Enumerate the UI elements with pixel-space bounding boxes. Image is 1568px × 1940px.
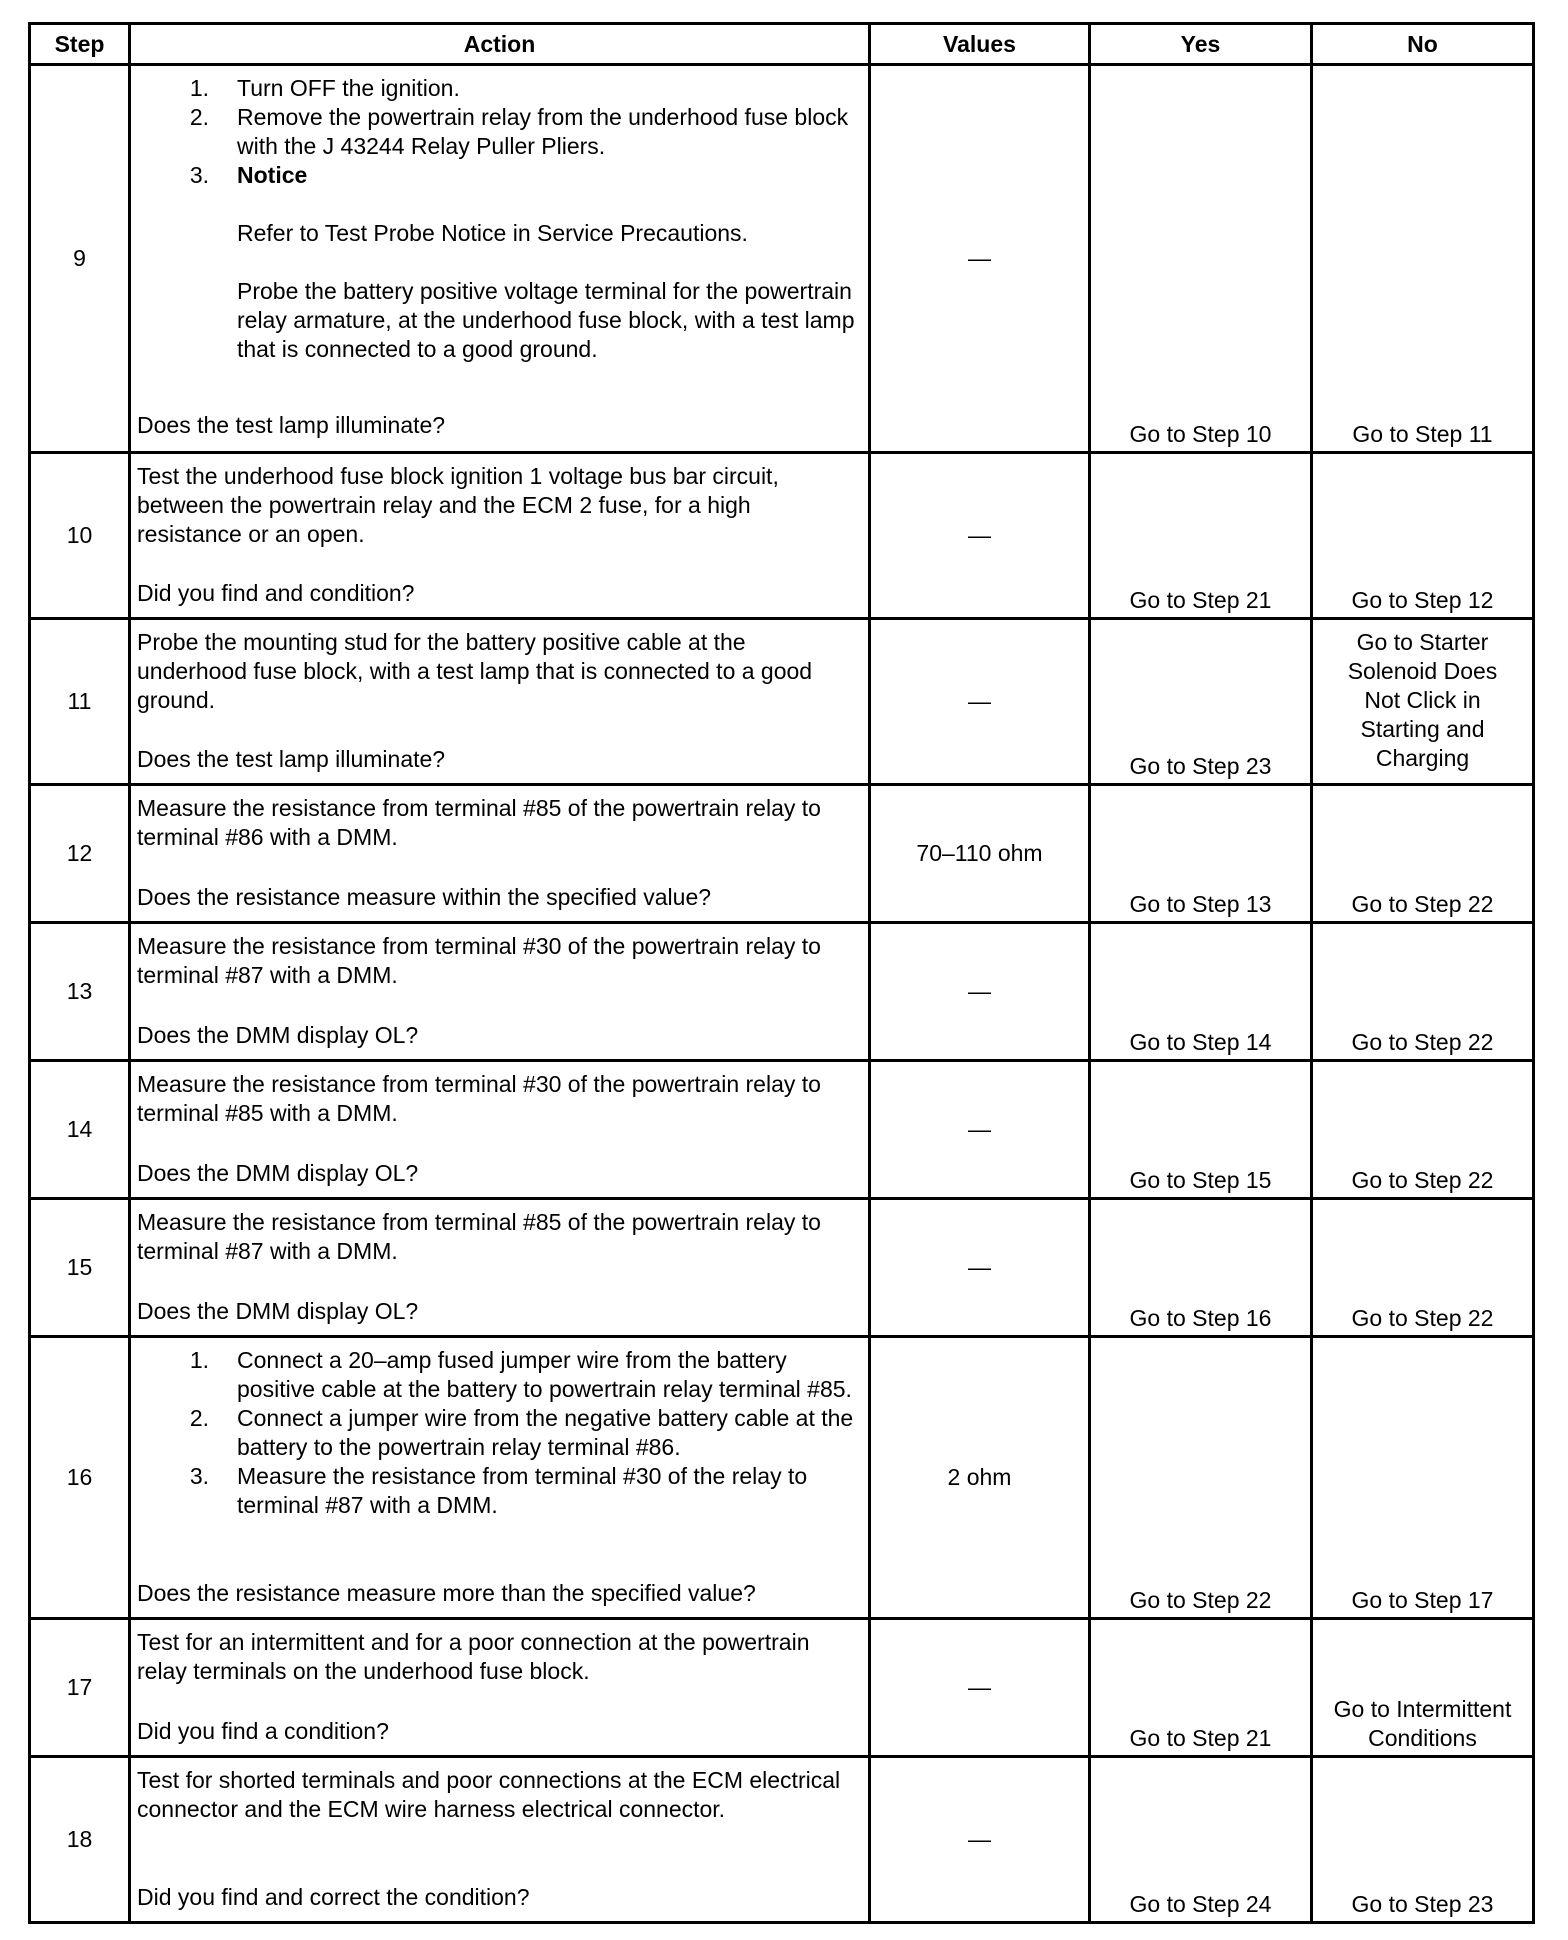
step-number: 15 [30,1199,130,1337]
value-cell: — [870,923,1090,1061]
action-cell [130,1061,870,1199]
yes-cell: Go to Step 22 [1090,1337,1312,1619]
header-step: Step [30,24,130,65]
table-row [30,65,1534,453]
yes-cell: Go to Step 21 [1090,453,1312,619]
no-cell: Go to Step 22 [1312,1061,1534,1199]
table-row [30,453,1534,619]
action-body [137,1346,858,1520]
step-number: 14 [30,1061,130,1199]
list-item: 1. Turn OFF the ignition. [137,74,858,103]
list-item: 1. Connect a 20–amp fused jumper wire from the battery positive cable at the battery to powertrain relay terminal #85. [137,1346,858,1404]
action-question: Does the test lamp illuminate? [137,746,446,772]
action-text: Measure the resistance from terminal #85 of the powertrain relay to terminal #86 with a DMM. [137,795,821,850]
action-cell [130,1619,870,1757]
yes-cell: Go to Step 10 [1090,65,1312,453]
no-cell: Go to Step 22 [1312,785,1534,923]
notice-text: Refer to Test Probe Notice in Service Precautions. [237,220,748,246]
action-content [137,1628,858,1746]
header-no: No [1312,24,1534,65]
value-cell: 2 ohm [870,1337,1090,1619]
action-content [137,1346,858,1608]
action-cell [130,453,870,619]
table-row [30,619,1534,785]
yes-cell: Go to Step 21 [1090,1619,1312,1757]
action-content [137,1766,858,1912]
header-row [30,24,1534,65]
action-body [137,74,858,364]
list-item-text: Remove the powertrain relay from the underhood fuse block with the J 43244 Relay Puller Pliers. [237,104,849,159]
action-content [137,74,858,440]
action-text: Test for an intermittent and for a poor connection at the powertrain relay terminals on the underhood fuse block. [137,1629,810,1684]
no-cell: Go to Step 23 [1312,1757,1534,1923]
table-row [30,923,1534,1061]
header-values: Values [870,24,1090,65]
action-content [137,1208,858,1326]
list-item: 3. Notice [137,161,858,190]
notice-label: Notice [237,162,308,188]
table-row [30,1061,1534,1199]
no-cell: Go to Intermittent Conditions [1312,1619,1534,1757]
table-row [30,785,1534,923]
value-cell: — [870,619,1090,785]
header-action: Action [130,24,870,65]
action-text: Measure the resistance from terminal #85 of the powertrain relay to terminal #87 with a DMM. [137,1209,821,1264]
list-item: 2. Connect a jumper wire from the negative battery cable at the battery to the powertrain relay terminal #86. [137,1404,858,1462]
action-question: Does the resistance measure more than the specified value? [137,1580,756,1606]
table-row [30,1199,1534,1337]
action-cell [130,1757,870,1923]
table-row [30,1337,1534,1619]
list-item: 3. Measure the resistance from terminal #30 of the relay to terminal #87 with a DMM. [137,1462,858,1520]
action-content [137,462,858,608]
action-question: Does the DMM display OL? [137,1160,419,1186]
no-cell: Go to Step 11 [1312,65,1534,453]
action-text: Probe the mounting stud for the battery positive cable at the underhood fuse block, with a test lamp that is connected to a good ground. [137,629,813,713]
action-text: Measure the resistance from terminal #30 of the powertrain relay to terminal #85 with a DMM. [137,1071,821,1126]
no-cell: Go to Step 12 [1312,453,1534,619]
action-question: Did you find and correct the condition? [137,1884,530,1910]
action-cell [130,1199,870,1337]
header-yes: Yes [1090,24,1312,65]
yes-cell: Go to Step 13 [1090,785,1312,923]
value-cell: — [870,1619,1090,1757]
probe-instruction: Probe the battery positive voltage terminal for the powertrain relay armature, at the underhood fuse block, with a test lamp that is connected to a good ground. [237,278,855,362]
action-cell [130,619,870,785]
action-question: Does the DMM display OL? [137,1022,419,1048]
action-cell [130,785,870,923]
action-cell [130,923,870,1061]
action-question: Does the DMM display OL? [137,1298,419,1324]
action-text: Measure the resistance from terminal #30 of the powertrain relay to terminal #87 with a DMM. [137,933,821,988]
action-content [137,1070,858,1188]
list-item-text: Connect a 20–amp fused jumper wire from the battery positive cable at the battery to powertrain relay terminal #85. [237,1347,852,1402]
step-number: 17 [30,1619,130,1757]
step-number: 13 [30,923,130,1061]
action-question: Does the resistance measure within the specified value? [137,884,712,910]
list-item-text: Connect a jumper wire from the negative battery cable at the battery to the powertrain relay terminal #86. [237,1405,854,1460]
list-item: 2. Remove the powertrain relay from the underhood fuse block with the J 43244 Relay Puller Pliers. [137,103,858,161]
yes-cell: Go to Step 15 [1090,1061,1312,1199]
value-cell: — [870,65,1090,453]
action-content [137,932,858,1050]
step-number: 16 [30,1337,130,1619]
value-cell: 70–110 ohm [870,785,1090,923]
action-cell [130,1337,870,1619]
action-content [137,628,858,774]
step-number: 11 [30,619,130,785]
value-cell: — [870,1199,1090,1337]
no-cell: Go to Step 17 [1312,1337,1534,1619]
action-cell [130,65,870,453]
list-item-text: Turn OFF the ignition. [237,75,460,101]
step-number: 12 [30,785,130,923]
no-cell: Go to Step 22 [1312,1199,1534,1337]
list-item-text: Measure the resistance from terminal #30 of the relay to terminal #87 with a DMM. [237,1463,808,1518]
table-row [30,1757,1534,1923]
value-cell: — [870,1061,1090,1199]
diagnostic-table [28,22,1535,1924]
no-cell: Go to Step 22 [1312,923,1534,1061]
yes-cell: Go to Step 14 [1090,923,1312,1061]
action-question: Does the test lamp illuminate? [137,412,446,438]
step-number: 10 [30,453,130,619]
action-question: Did you find a condition? [137,1718,389,1744]
value-cell: — [870,453,1090,619]
yes-cell: Go to Step 16 [1090,1199,1312,1337]
step-number: 9 [30,65,130,453]
action-question: Did you find and condition? [137,580,415,606]
action-text: Test for shorted terminals and poor connections at the ECM electrical connector and the ECM wire harness electrical connector. [137,1767,841,1822]
step-number: 18 [30,1757,130,1923]
no-cell: Go to Starter Solenoid Does Not Click in Starting and Charging [1312,619,1534,785]
value-cell: — [870,1757,1090,1923]
table-row [30,1619,1534,1757]
action-text: Test the underhood fuse block ignition 1 voltage bus bar circuit, between the powertrain relay and the ECM 2 fuse, for a high resistance or an open. [137,463,779,547]
yes-cell: Go to Step 24 [1090,1757,1312,1923]
action-content [137,794,858,912]
yes-cell: Go to Step 23 [1090,619,1312,785]
